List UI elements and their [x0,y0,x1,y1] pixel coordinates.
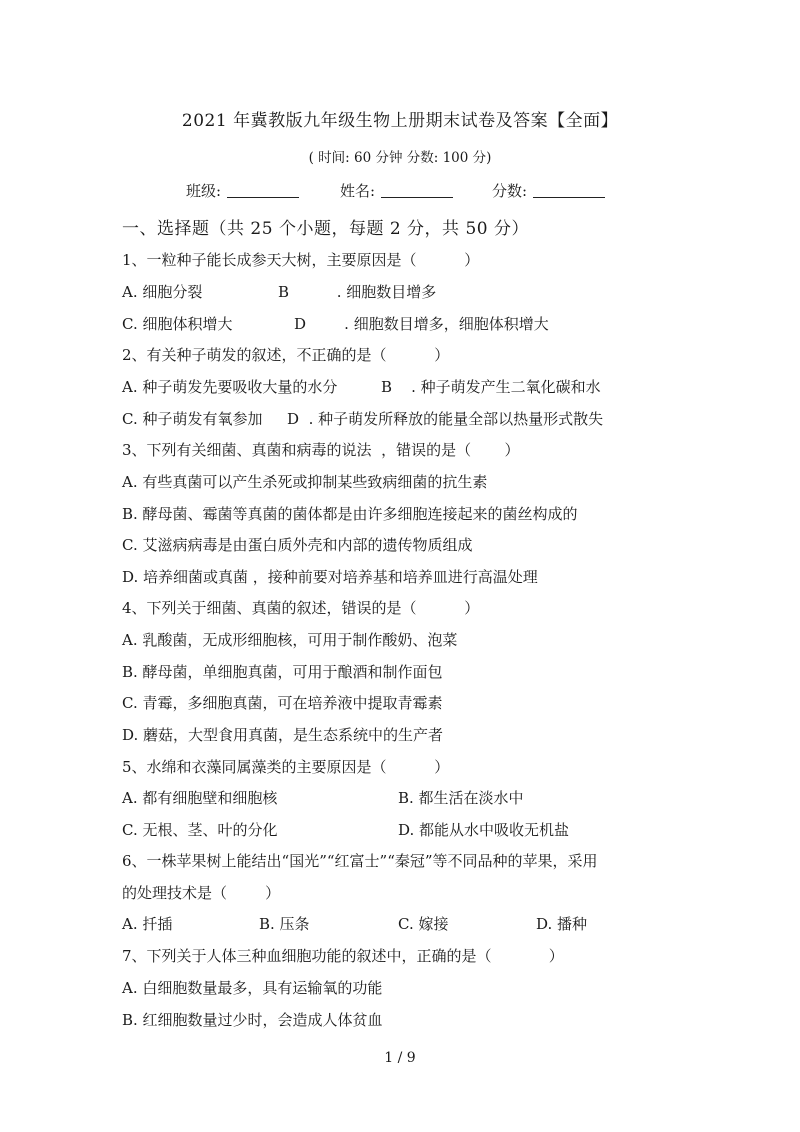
question-6-option-b: B. 压条 [259,915,310,933]
name-field [340,180,453,201]
question-2-stem: 2、有关种子萌发的叙述，不正确的是（ ） [122,346,450,364]
question-5-stem: 5、水绵和衣藻同属藻类的主要原因是（ ） [122,758,450,776]
question-7-option-a: A. 白细胞数量最多，具有运输氧的功能 [122,979,383,997]
question-5-option-c: C. 无根、茎、叶的分化 [122,821,278,839]
question-6-option-a: A. 扦插 [122,915,173,933]
class-blank [227,183,299,198]
question-7-option-b: B. 红细胞数量过少时，会造成人体贫血 [122,1011,383,1029]
score-field [492,180,605,201]
question-1-option-d: D . 细胞数目增多，细胞体积增大 [294,315,549,333]
name-label: 姓名: [340,182,376,200]
question-3-option-d: D. 培养细菌或真菌 ，接种前要对培养基和培养皿进行高温处理 [122,568,538,586]
question-6-option-d: D. 播种 [536,915,588,933]
class-label: 班级: [186,182,222,200]
question-2-option-b: B . 种子萌发产生二氧化碳和水 [381,378,601,396]
section-heading: 一、选择题（共 25 个小题，每题 2 分，共 50 分） [122,219,530,239]
question-5-option-a: A. 都有细胞壁和细胞核 [122,789,278,807]
question-3-stem: 3、下列有关细菌、真菌和病毒的说法 ，错误的是（ ） [122,441,520,459]
score-label: 分数: [492,182,528,200]
question-6-option-c: C. 嫁接 [398,915,449,933]
page-number: 1 / 9 [384,1050,416,1066]
class-field [186,180,299,201]
question-5-option-d: D. 都能从水中吸收无机盐 [398,821,570,839]
name-blank [381,183,453,198]
exam-subtitle: ( 时间: 60 分钟 分数: 100 分) [308,150,492,166]
question-3-option-a: A. 有些真菌可以产生杀死或抑制某些致病细菌的抗生素 [122,473,488,491]
question-2-option-d: D . 种子萌发所释放的能量全部以热量形式散失 [287,410,604,428]
question-6-stem-line-2: 的处理技术是（ ） [122,884,281,902]
question-3-option-c: C. 艾滋病病毒是由蛋白质外壳和内部的遗传物质组成 [122,536,473,554]
question-4-option-b: B. 酵母菌，单细胞真菌，可用于酿酒和制作面包 [122,663,443,681]
question-3-option-b: B. 酵母菌、霉菌等真菌的菌体都是由许多细胞连接起来的菌丝构成的 [122,505,578,523]
question-1-option-c: C. 细胞体积增大 [122,315,233,333]
exam-title: 2021 年冀教版九年级生物上册期末试卷及答案【全面】 [181,111,619,131]
question-4-stem: 4、下列关于细菌、真菌的叙述，错误的是（ ） [122,599,480,617]
question-7-stem: 7、下列关于人体三种血细胞功能的叙述中，正确的是（ ） [122,947,564,965]
question-1-option-a: A. 细胞分裂 [122,283,203,301]
question-4-option-a: A. 乳酸菌，无成形细胞核，可用于制作酸奶、泡菜 [122,631,458,649]
question-2-option-a: A. 种子萌发先要吸收大量的水分 [122,378,338,396]
question-1-option-b: B . 细胞数目增多 [278,283,437,301]
question-1-stem: 1、一粒种子能长成参天大树，主要原因是（ ） [122,251,480,269]
question-2-option-c: C. 种子萌发有氧参加 [122,410,263,428]
question-4-option-c: C. 青霉，多细胞真菌，可在培养液中提取青霉素 [122,694,443,712]
question-5-option-b: B. 都生活在淡水中 [398,789,524,807]
score-blank [533,183,605,198]
question-6-stem-line-1: 6、一株苹果树上能结出“国光”“红富士”“秦冠”等不同品种的苹果，采用 [122,852,598,870]
question-4-option-d: D. 蘑菇，大型食用真菌，是生态系统中的生产者 [122,726,444,744]
